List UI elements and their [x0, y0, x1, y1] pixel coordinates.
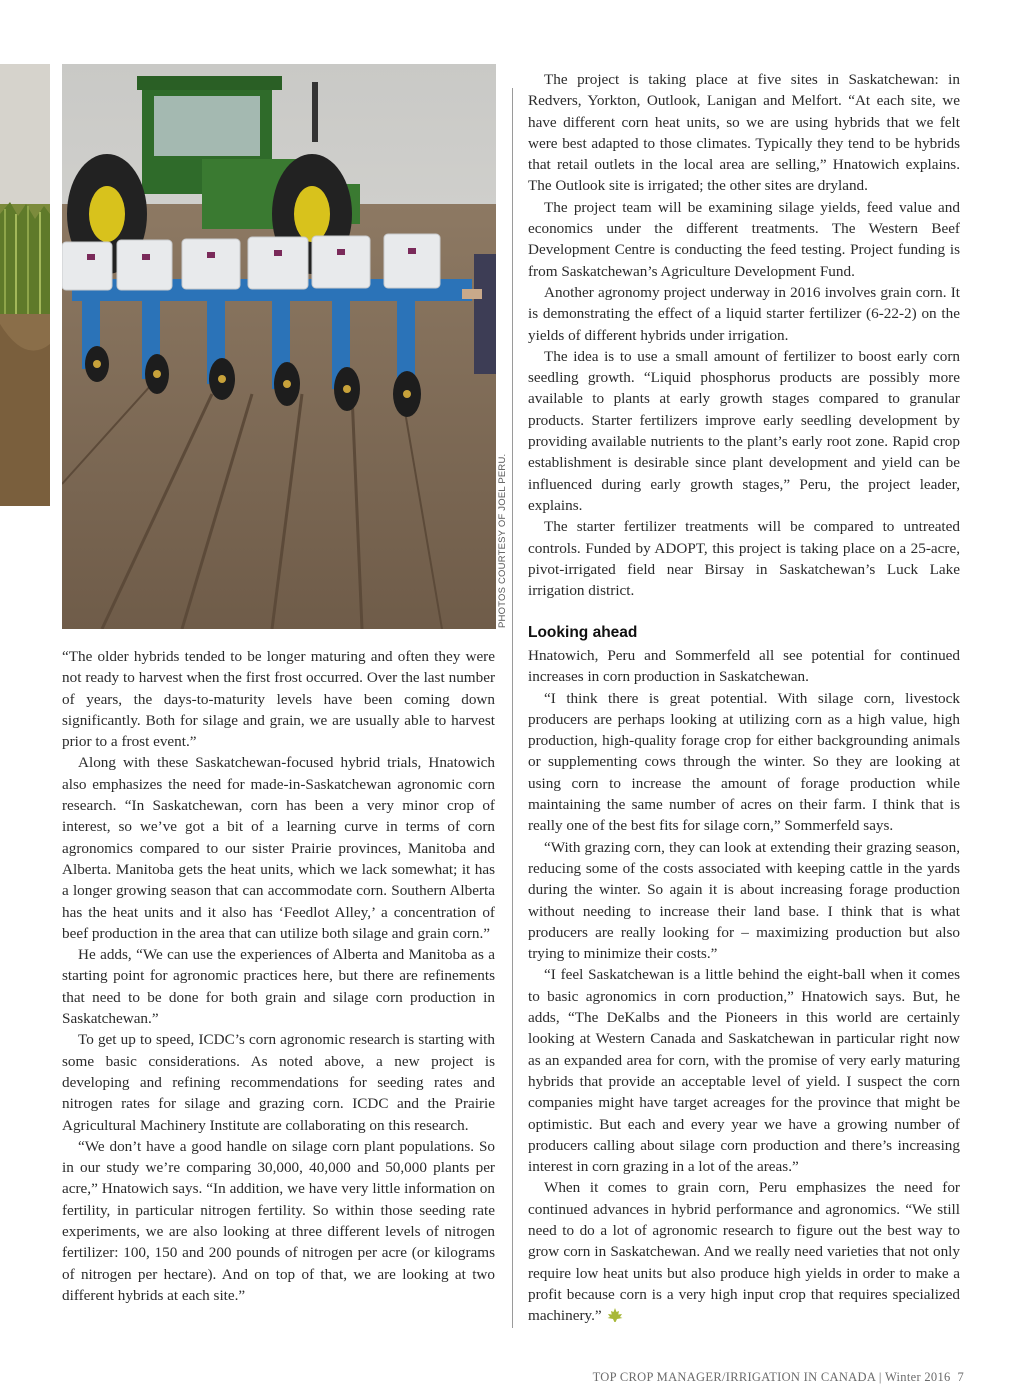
body-paragraph: “I feel Saskatchewan is a little behind the eight-ball when it comes to basic agronomics in corn production,” Hnatowich says. But, he adds, “The DeKalbs and the Pioneers in this world are certainly looking at Western Canada and Saskatchewan in particular right now as an expanded area for corn, with the promise of very early maturing hybrids that provide an acceptable level of yield. I suspect the corn companies might have target acreages for the province that might be optimistic. But each and every year we have a growing number of producers calling about silage corn production and there’s increasing interest in corn grazing in a lot of the areas.”	[528, 966, 960, 1176]
body-paragraph: The idea is to use a small amount of fertilizer to boost early corn seedling growth. “Liquid phosphorus products are possibly more available to plants at early growth stages compared to granular products. Starter fertilizers improve early seedling development by providing available nutrients to the plant’s early root zone. Rapid crop establishment is desirable since plant development and yield can be influenced during early growth stages,” Peru, the project leader, explains.	[528, 347, 960, 514]
body-paragraph: “We don’t have a good handle on silage corn plant populations. So in our study we’re comparing 30,000, 40,000 and 50,000 plants per acre,” Hnatowich says. “In addition, we have very little information on fertility, in particular nitrogen fertility. So within those seeding rate experiments, we are also looking at three different levels of nitrogen fertilizer: 100, 150 and 200 pounds of nitrogen per acre (or kilograms of nitrogen per hectare). And on top of that, we are looking at two different hybrids at each site.”	[62, 1137, 495, 1304]
body-paragraph: The project team will be examining silage yields, feed value and economics under the different treatments. The Western Beef Development Centre is conducting the feed testing. Project funding is from Saskatchewan’s Agriculture Development Fund.	[528, 198, 960, 280]
last-paragraph	[528, 1177, 960, 1326]
adjacent-page-photo-crop	[0, 64, 50, 506]
column-divider	[512, 88, 513, 1328]
body-paragraph: Hnatowich, Peru and Sommerfeld all see potential for continued increases in corn production in Saskatchewan.	[528, 647, 960, 686]
right-column-top	[528, 69, 960, 601]
issue-label: Winter 2016	[884, 1370, 951, 1384]
body-paragraph: Another agronomy project underway in 2016 involves grain corn. It is demonstrating the effect of a liquid starter fertilizer (6-22-2) on the yields of different hybrids under irrigation.	[528, 283, 960, 344]
footer-separator: |	[878, 1370, 882, 1384]
photo-credit: PHOTOS COURTESY OF JOEL PERU.	[497, 453, 508, 628]
last-paragraph-text: When it comes to grain corn, Peru emphasizes the need for continued advances in hybrid performance and agronomics. “We still need to do a lot of agronomic research to figure out the best way to grow corn in Saskatchewan. And we really need varieties that not only require low heat units but also produce high yields in order to make a profit because corn is a very high input crop that requires specialized machinery.”	[528, 1179, 960, 1325]
body-paragraph: Along with these Saskatchewan-focused hybrid trials, Hnatowich also emphasizes the need for made-in-Saskatchewan agronomic corn research. “In Saskatchewan, corn has been a very minor crop of interest, so we’ve got a bit of a learning curve in terms of corn agronomics compared to our sister Prairie provinces, Manitoba and Alberta. Manitoba gets the heat units, which we lack somewhat; it has a longer growing season that can accommodate corn. Southern Alberta has the heat units and it also has ‘Feedlot Alley,’ a concentration of beef production in the area that can utilize both silage and grain corn.”	[62, 754, 495, 942]
body-paragraph: “I think there is great potential. With silage corn, livestock producers are perhaps looking at utilizing corn as a high value, high production, high-quality forage crop for either backgrounding animals or supplementing cows through the winter. So they are looking at using corn to increase the amount of forage production while maintaining the same number of acres on their farm. I think that is really one of the best fits for silage corn,” Sommerfeld says.	[528, 689, 960, 835]
tractor-planter-photo	[62, 64, 496, 629]
corn-field-photo	[0, 64, 50, 506]
body-paragraph: He adds, “We can use the experiences of Alberta and Manitoba as a starting point for agronomic practices here, but there are refinements that need to be done for both grain and silage corn production in Saskatchewan.”	[62, 946, 495, 1028]
page-footer	[560, 1370, 964, 1385]
body-paragraph: The project is taking place at five sites in Saskatchewan: in Redvers, Yorkton, Outlook, Lanigan and Melfort. “At each site, we have different corn heat units, so we are using hybrids that we felt were best adapted to those climates. Typically they tend to be hybrids that retail outlets in the local area are selling,” Hnatowich explains. The Outlook site is irrigated; the other sites are dryland.	[528, 71, 960, 195]
left-column	[62, 646, 495, 1306]
body-paragraph: “With grazing corn, they can look at extending their grazing season, reducing some of the costs associated with keeping cattle in the yards during the winter. So again it is about increasing forage production without needing to increase their land base. I think that is what producers are really looking for – maximizing production but also trying to minimize their costs.”	[528, 838, 960, 963]
body-paragraph: To get up to speed, ICDC’s corn agronomic research is starting with some basic considerations. As noted above, a new project is developing and refining recommendations for seeding rates and nitrogen rates for silage and grazing corn. ICDC and the Prairie Agricultural Machinery Institute are collaborating on this research.	[62, 1031, 495, 1134]
section-heading: Looking ahead	[528, 624, 638, 641]
body-paragraph: “The older hybrids tended to be longer maturing and often they were not ready to harvest when the first frost occurred. Over the last number of years, the days-to-maturity levels have been coming down significantly. Both for silage and grain, we are usually able to harvest prior to a frost event.”	[62, 648, 495, 751]
page-number: 7	[957, 1370, 964, 1384]
body-paragraph: The starter fertilizer treatments will be compared to untreated controls. Funded by ADOPT, this project is taking place on a 25-acre, pivot-irrigated field near Birsay in Saskatchewan’s Luck Lake irrigation district.	[528, 518, 960, 600]
publication-name: TOP CROP MANAGER/IRRIGATION IN CANADA	[592, 1370, 876, 1384]
right-column-bottom	[528, 645, 960, 1327]
maple-leaf-end-icon	[606, 1307, 624, 1323]
planter-illustration	[62, 64, 496, 629]
